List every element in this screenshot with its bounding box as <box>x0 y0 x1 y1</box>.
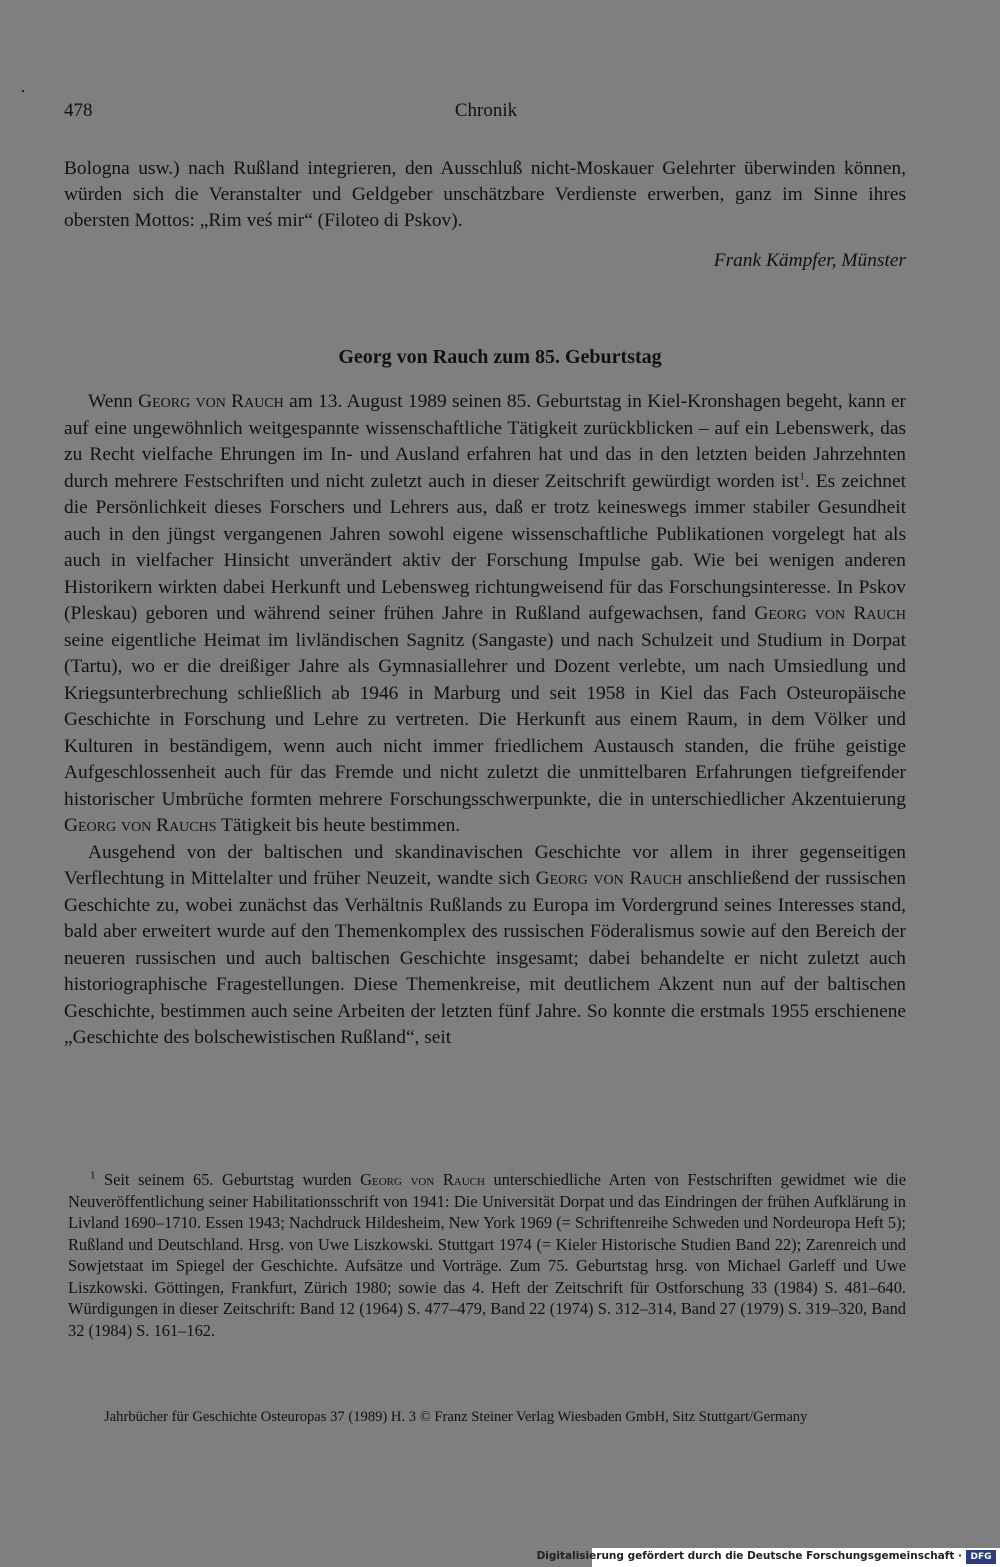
text-run: . Es zeichnet die Persönlichkeit dieses Forschers und Lehrers aus, daß er trotz keineswegs immer stabiler Gesundheit auch in den jüngst vergangenen Jahren sowohl eigene wissenschaftliche Publikationen vorgelegt hat als auch in vielfacher Hinsicht unverändert aktiv der Forschung Impulse gab. Wie bei wenigen anderen Historikern wirkten dabei Herkunft und Lebensweg richtungweisend für das Forschungsinteresse. In Pskov (Pleskau) geboren und während seiner frühen Jahre in Rußland aufgewachsen, fand <box>64 470 906 624</box>
page-header <box>64 100 908 128</box>
person-name-genitive: Georg von Rauchs <box>64 815 217 836</box>
author-signature: Frank Kämpfer, Münster <box>713 250 906 271</box>
journal-footer: Jahrbücher für Geschichte Osteuropas 37 (1989) H. 3 © Franz Steiner Verlag Wiesbaden GmbH, Sitz Stuttgart/Germany <box>104 1409 808 1425</box>
previous-article-ending <box>64 156 906 234</box>
text-run: unterschiedliche Arten von Festschriften gewidmet wie die Neuveröffentlichung seiner Habilitationsschrift von 1941: Die Universität Dorpat und das Eindringen der frühen Aufklärung in Livland 1690–1710. Essen 1943; Nachdruck Hildesheim, New York 1969 (= Schriftenreihe Schweden und Nordeuropa Heft 5); Rußland und Deutschland. Hrsg. von Uwe Liszkowski. Stuttgart 1974 (= Kieler Historische Studien Band 22); Zarenreich und Sowjetstaat im Spiegel der Geschichte. Aufsätze und Vorträge. Zum 75. Geburtstag hrsg. von Michael Garleff und Uwe Liszkowski. Göttingen, Frankfurt, Zürich 1980; sowie das 4. Heft der Zeitschrift für Ostforschung 33 (1984) S. 481–640. Würdigungen in dieser Zeitschrift: Band 12 (1964) S. 477–479, Band 22 (1974) S. 312–314, Band 27 (1979) S. 319–320, Band 32 (1984) S. 161–162. <box>68 1170 906 1340</box>
text-run: Seit seinem 65. Geburtstag wurden <box>95 1170 361 1189</box>
text-run: Ausgehend von der baltischen und skandinavischen Geschichte vor allem in ihrer gegenseitigen Verflechtung in Mittelalter und früher Neuzeit, wandte sich <box>64 841 906 889</box>
footnote-reference: 1 <box>799 470 805 483</box>
footnote-1 <box>68 1169 906 1341</box>
text-run: Tätigkeit bis heute bestimmen. <box>216 815 461 836</box>
intro-paragraph: Bologna usw.) nach Rußland integrieren, den Ausschluß nicht-Moskauer Gelehrter überwinden können, würden sich die Veranstalter und Geldgeber unschätzbare Verdienste erwerben, ganz im Sinne ihres obersten Mottos: „Rim veś mir“ (Filoteo di Pskov). <box>64 158 906 231</box>
footnote-mark: 1 <box>90 1169 96 1182</box>
text-run: Wenn <box>88 391 139 412</box>
paragraph-2 <box>64 840 906 1052</box>
text-run: anschließend der russischen Geschichte zu, wobei zunächst das Verhältnis Rußlands zu Europa im Vordergrund seines Interesses stand, bald aber erweitert wurde auf den Themenkomplex des russischen Föderalismus sowie auf den Bereich der neueren russischen und auch baltischen Geschichte insgesamt; dabei behandelte er nicht zuletzt auch historiographische Fragestellungen. Diese Themenkreise, mit deutlichem Akzent nun auf der baltischen Geschichte, bestimmen auch seine Arbeiten der letzten fünf Jahre. So konnte die erstmals 1955 erschienene „Geschichte des bolschewistischen Rußland“, seit <box>64 868 906 1048</box>
person-name: Georg von Rauch <box>360 1170 485 1189</box>
paragraph-1 <box>64 389 906 840</box>
person-name: Georg von Rauch <box>754 603 906 624</box>
running-title: Chronik <box>454 100 518 121</box>
text-run: am 13. August 1989 seinen 85. Geburtstag in Kiel-Kronshagen begeht, kann er auf eine ungewöhnlich weitgespannte wissenschaftliche Tätigkeit zurückblicken – auf ein Lebenswerk, das zu Recht vielfache Ehrungen im In- und Ausland erfahren hat und das in den letzten beiden Jahrzehnten durch mehrere Festschriften und nicht zuletzt auch in dieser Zeitschrift gewürdigt worden ist <box>64 391 907 492</box>
dfg-credit-text: Digitalisierung gefördert durch die Deutsche Forschungsgemeinschaft · <box>536 1550 962 1562</box>
person-name: Georg von Rauch <box>138 391 284 412</box>
article-title: Georg von Rauch zum 85. Geburtstag <box>338 346 662 368</box>
article-body <box>64 389 906 1052</box>
footnote <box>68 1169 906 1341</box>
dfg-logo: DFG <box>966 1550 996 1564</box>
person-name: Georg von Rauch <box>535 868 683 889</box>
digitization-banner <box>536 1548 1000 1567</box>
text-run: seine eigentliche Heimat im livländischen Sagnitz (Sangaste) und nach Schulzeit und Studium in Dorpat (Tartu), wo er die dreißiger Jahre als Gymnasiallehrer und Dozent verlebte, um nach Umsiedlung und Kriegsunterbrechung schließlich ab 1946 in Marburg und seit 1958 in Kiel das Fach Osteuropäische Geschichte in Forschung und Lehre zu vertreten. Die Herkunft aus einem Raum, in dem Völker und Kulturen in beständigem, wenn auch nicht immer friedlichem Austausch standen, die frühe geistige Aufgeschlossenheit auch für das Fremde und nicht zuletzt die unmittelbaren Erfahrungen tiefgreifender historischer Umbrüche formten mehrere Forschungsschwerpunkte, die in unterschiedlicher Akzentuierung <box>64 629 906 810</box>
page-number: 478 <box>64 100 93 121</box>
scan-speck <box>22 90 24 92</box>
